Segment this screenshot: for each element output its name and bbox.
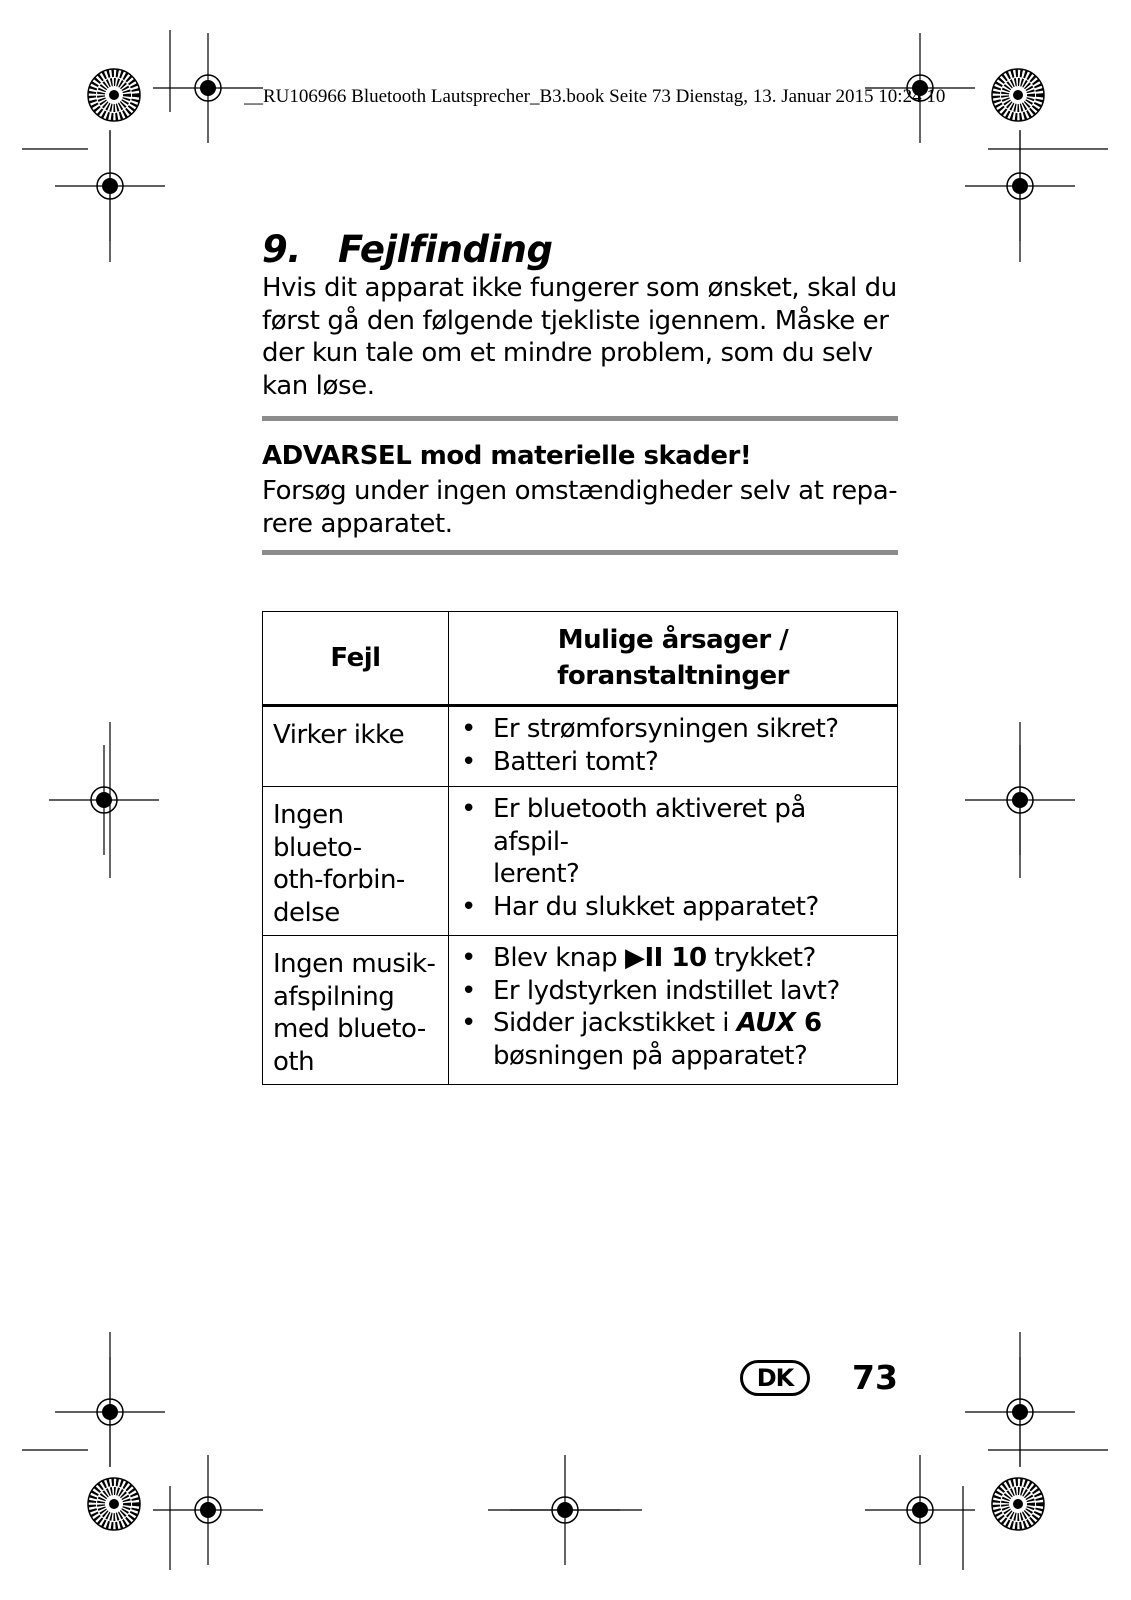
causes-list xyxy=(457,713,887,778)
table-row xyxy=(263,706,898,787)
print-file-header: __RU106966 Bluetooth Lautsprecher_B3.book Seite 73 Dienstag, 13. Januar 2015 10:24 10 xyxy=(244,86,946,107)
cause-item xyxy=(457,942,887,975)
cause-item: • Batteri tomt? xyxy=(457,746,887,779)
page-number: 73 xyxy=(852,1358,898,1397)
aux-jack-label: AUX xyxy=(736,1008,796,1038)
aux-jack-number: 6 xyxy=(795,1008,822,1038)
warning-line: rere apparatet. xyxy=(262,508,453,539)
table-header-row xyxy=(263,612,898,706)
fault-text: med blueto- xyxy=(273,1014,426,1044)
cause-line: lerent? xyxy=(493,859,580,889)
intro-line: der kun tale om et mindre problem, som du selv xyxy=(262,338,873,368)
table-row xyxy=(263,787,898,936)
registration-starburst-icon xyxy=(88,69,140,121)
cause-text: Sidder jackstikket i xyxy=(493,1008,737,1038)
causes-cell xyxy=(449,936,898,1085)
causes-list xyxy=(457,793,887,923)
section-number: 9. xyxy=(262,228,301,271)
crosshair-icon xyxy=(49,745,159,855)
warning-heading: ADVARSEL mod materielle skader! xyxy=(262,441,752,471)
causes-list xyxy=(457,942,887,1072)
fault-cell xyxy=(263,706,449,787)
divider-rule xyxy=(262,550,898,555)
cause-line: bøsningen på apparatet? xyxy=(493,1040,808,1071)
page-content xyxy=(262,228,898,555)
fault-text: oth-forbin- xyxy=(273,865,405,895)
intro-line: først gå den følgende tjekliste igennem. Måske er xyxy=(262,305,889,336)
country-badge: DK xyxy=(740,1360,810,1396)
play-pause-key-label: ▶II 10 xyxy=(624,943,707,973)
cause-text: trykket? xyxy=(706,943,816,973)
fault-text: Ingen musik- xyxy=(273,949,436,979)
section-title-text: Fejlfinding xyxy=(338,228,553,271)
causes-cell xyxy=(449,706,898,787)
header-fault: Fejl xyxy=(263,612,449,706)
header-causes xyxy=(449,612,898,706)
warning-body xyxy=(262,475,898,540)
fault-text: Ingen blueto- xyxy=(273,800,362,863)
page-footer xyxy=(740,1358,900,1402)
section-title xyxy=(262,228,898,272)
header-causes-line: foranstaltninger xyxy=(557,661,789,691)
troubleshooting-table xyxy=(262,611,898,1085)
fault-text: oth xyxy=(273,1046,315,1077)
cause-item xyxy=(457,1007,887,1072)
cause-item: • Har du slukket apparatet? xyxy=(457,891,887,924)
intro-line: kan løse. xyxy=(262,370,375,401)
intro-paragraph xyxy=(262,272,898,402)
fault-text: delse xyxy=(273,897,340,928)
registration-starburst-icon xyxy=(88,1478,140,1530)
warning-line: Forsøg under ingen omstændigheder selv at repa- xyxy=(262,476,898,506)
registration-starburst-icon xyxy=(992,1478,1044,1530)
cause-line: Er bluetooth aktiveret på afspil- xyxy=(493,794,806,857)
table-row xyxy=(263,936,898,1085)
header-causes-line: Mulige årsager / xyxy=(557,625,789,655)
fault-text: Virker ikke xyxy=(273,720,405,750)
fault-cell xyxy=(263,787,449,936)
cause-item: • Er strømforsyningen sikret? xyxy=(457,713,887,746)
intro-line: Hvis dit apparat ikke fungerer som ønsket, skal du xyxy=(262,273,897,303)
crosshair-icon xyxy=(865,1455,975,1565)
fault-text: afspilning xyxy=(273,981,395,1012)
cause-item: • Er lydstyrken indstillet lavt? xyxy=(457,975,887,1008)
cause-text: Blev knap xyxy=(493,943,625,973)
cause-item xyxy=(457,793,887,891)
causes-cell xyxy=(449,787,898,936)
fault-cell xyxy=(263,936,449,1085)
divider-rule xyxy=(262,416,898,421)
